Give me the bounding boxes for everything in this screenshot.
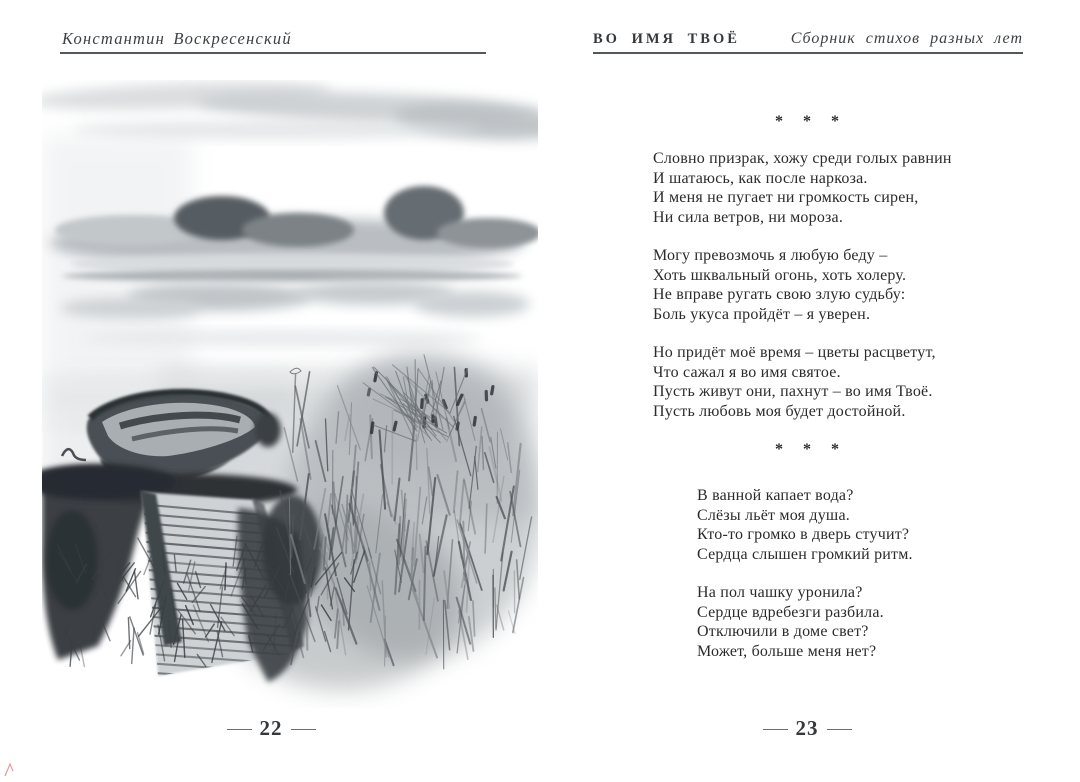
page-number-value: 23 — [795, 716, 819, 740]
poem-line: Словно призрак, хожу среди голых равнин — [653, 150, 952, 167]
stanza-separator: * * * — [775, 441, 847, 458]
stanza — [697, 583, 969, 661]
right-header — [593, 30, 1023, 48]
poem-line: Хоть шквальный огонь, хоть холеру. — [653, 266, 907, 284]
page-number-dash: — — [762, 718, 788, 739]
poem-line: На пол чашку уронила? — [697, 584, 863, 601]
stanza — [697, 486, 969, 564]
watercolor-lake-boat-illustration — [42, 80, 538, 708]
poem-line: И шатаюсь, как после наркоза. — [653, 169, 868, 187]
poem-line: В ванной капает вода? — [697, 487, 854, 504]
poem-line: Пусть любовь моя будет достойной. — [653, 402, 906, 420]
header-rule-right — [593, 52, 1023, 54]
author-header: Константин Воскресенский — [62, 29, 292, 48]
page-number-dash: — — [826, 718, 852, 739]
poem-line: Может, больше меня нет? — [697, 642, 877, 660]
poem-line: Пусть живут они, пахнут – во имя Твоё. — [653, 383, 933, 400]
poem-line: Ни сила ветров, ни мороза. — [653, 208, 844, 226]
poems — [653, 112, 969, 680]
scan-artifact-mark — [2, 758, 24, 780]
stanza-separator: * * * — [775, 113, 847, 130]
poem-line: Но придёт моё время – цветы расцветут, — [653, 344, 936, 361]
stanza — [653, 246, 969, 324]
poem-line: Сердце вдребезги разбила. — [697, 603, 884, 621]
poem-line: Не вправе ругать свою злую судьбу: — [653, 286, 906, 303]
poem-line: И меня не пугает ни громкость сирен, — [653, 189, 919, 206]
poem-line: Слёзы льёт моя душа. — [697, 506, 850, 524]
poem-line: Сердца слышен громкий ритм. — [697, 545, 913, 563]
poem-line: Что сажал я во имя святое. — [653, 363, 841, 381]
stanza — [653, 343, 969, 421]
page-number-value: 22 — [259, 716, 283, 740]
poem-line: Отключили в доме свет? — [697, 623, 869, 640]
page-number-dash: — — [226, 718, 252, 739]
page-number-left — [171, 718, 371, 739]
page-number-right — [707, 718, 907, 739]
page-number-dash: — — [290, 718, 316, 739]
header-rule-left — [60, 52, 486, 54]
poem-line: Могу превозмочь я любую беду – — [653, 247, 888, 264]
book-title-header: ВО ИМЯ ТВОЁ — [593, 31, 740, 47]
stanza — [653, 149, 969, 227]
poem-line: Боль укуса пройдёт – я уверен. — [653, 305, 871, 323]
poem-line: Кто-то громко в дверь стучит? — [697, 526, 910, 543]
collection-subtitle-header: Сборник стихов разных лет — [790, 30, 1023, 47]
